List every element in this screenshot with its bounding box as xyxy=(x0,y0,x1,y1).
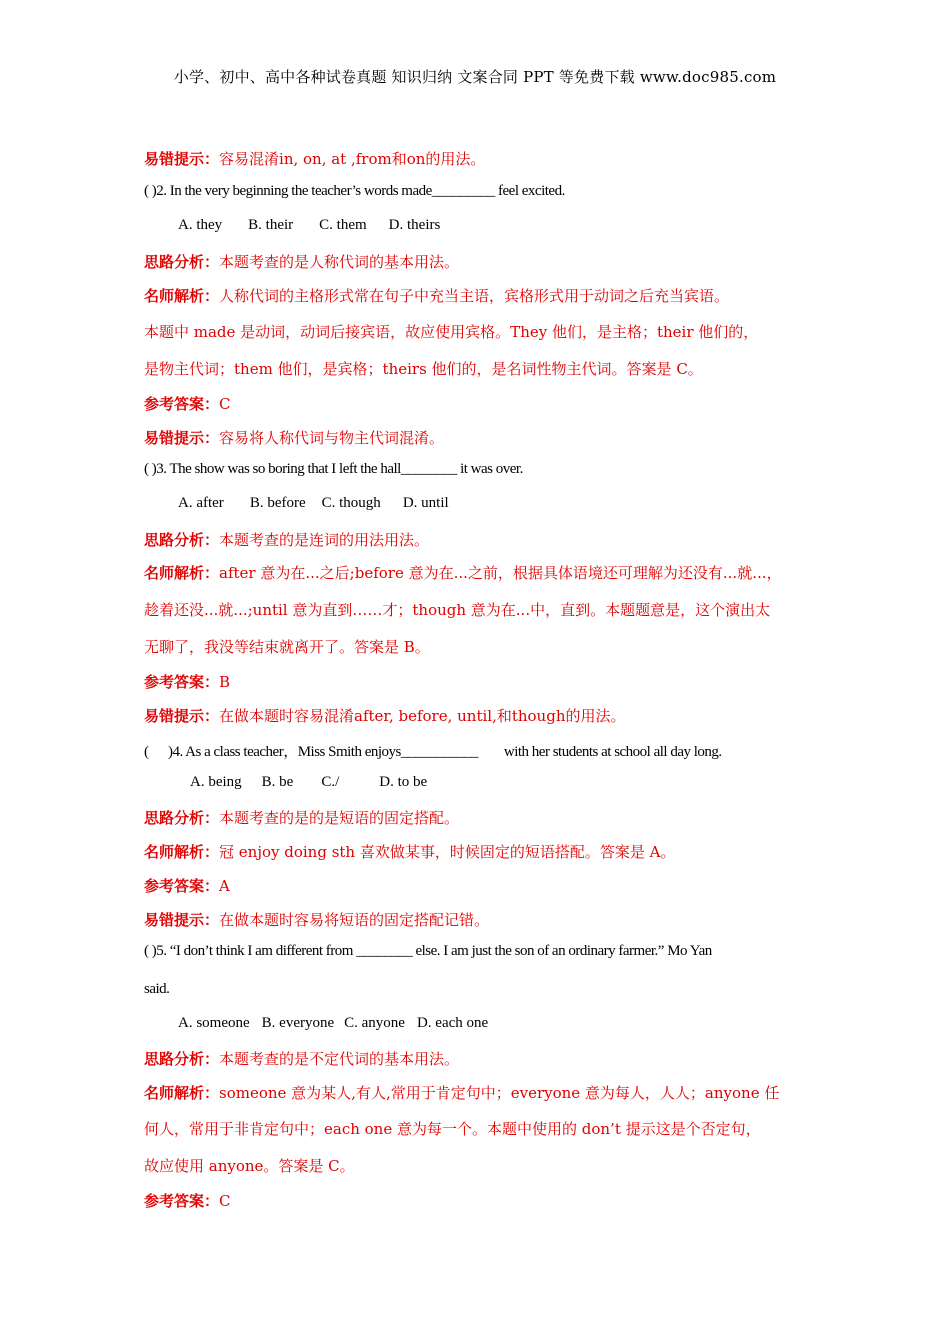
q4-explain-1: 冠 enjoy doing sth 喜欢做某事，时候固定的短语搭配。答案是 A。 xyxy=(219,843,676,861)
q3-answer: B xyxy=(219,673,231,691)
q5-explain-2: 何人，常用于非肯定句中；each one 意为每一个。本题中使用的 don’t 提示这是个否定句， xyxy=(144,1120,761,1138)
q3-tip: 在做本题时容易混淆after, before, until,和though的用法。 xyxy=(219,707,626,725)
q2-explain-2: 本题中 made 是动词，动词后接宾语，故应使用宾格。They 他们，是主格；their 他们的， xyxy=(144,323,759,341)
answer-label: 参考答案： xyxy=(144,1192,220,1210)
explain-label: 名师解析： xyxy=(144,1084,220,1102)
q2-explain-1: 人称代词的主格形式常在句子中充当主语，宾格形式用于动词之后充当宾语。 xyxy=(219,287,730,305)
q4-option-c: C./ xyxy=(321,774,340,790)
q4-tip: 在做本题时容易将短语的固定搭配记错。 xyxy=(219,911,490,929)
q2-tip: 容易将人称代词与物主代词混淆。 xyxy=(219,429,445,447)
q4-tip-line xyxy=(144,909,489,930)
q5-option-b: B. everyone xyxy=(261,1015,335,1031)
q3-option-b: B. before xyxy=(249,495,306,511)
q4-stem: ( )4. As a class teacher，Miss Smith enjoys___________ with her students at school all day long. xyxy=(144,744,722,760)
q3-analysis-line xyxy=(144,529,429,550)
q1-tip-line xyxy=(144,148,485,169)
q4-answer: A xyxy=(219,877,230,895)
q5-explain-1: someone 意为某人,有人,常用于肯定句中；everyone 意为每人，人人；anyone 任 xyxy=(219,1084,780,1102)
q5-answer-line xyxy=(144,1190,231,1211)
tip-label: 易错提示： xyxy=(144,429,220,447)
q5-explain-3: 故应使用 anyone。答案是 C。 xyxy=(144,1157,355,1175)
q3-option-a: A. after xyxy=(178,495,224,511)
analysis-label: 思路分析： xyxy=(144,253,220,271)
q4-options xyxy=(190,774,427,791)
q3-explain-2: 趁着还没...就...;until 意为直到……才；though 意为在...中，直到。本题题意是，这个演出太 xyxy=(144,601,771,619)
analysis-label: 思路分析： xyxy=(144,1050,220,1068)
q3-stem: ( )3. The show was so boring that I left the hall________ it was over. xyxy=(144,461,523,477)
q1-tip: 容易混淆in, on, at ,from和on的用法。 xyxy=(219,150,486,168)
q2-stem: ( )2. In the very beginning the teacher’s words made_________ feel excited. xyxy=(144,183,565,199)
q5-option-d: D. each one xyxy=(416,1015,489,1031)
q3-option-d: D. until xyxy=(402,495,449,511)
tip-label: 易错提示： xyxy=(144,911,220,929)
q3-options xyxy=(178,495,449,512)
q2-analysis: 本题考查的是人称代词的基本用法。 xyxy=(219,253,460,271)
q2-options xyxy=(178,217,440,234)
answer-label: 参考答案： xyxy=(144,395,220,413)
tip-label: 易错提示： xyxy=(144,150,220,168)
q5-answer: C xyxy=(219,1192,231,1210)
answer-label: 参考答案： xyxy=(144,877,220,895)
q3-explain-3: 无聊了，我没等结束就离开了。答案是 B。 xyxy=(144,638,430,656)
explain-label: 名师解析： xyxy=(144,843,220,861)
q2-tip-line xyxy=(144,427,444,448)
q5-analysis: 本题考查的是不定代词的基本用法。 xyxy=(219,1050,460,1068)
q3-explain-1: after 意为在...之后;before 意为在...之前，根据具体语境还可理解为还没有...就...， xyxy=(219,564,782,582)
q2-explain-line-1 xyxy=(144,285,729,306)
q2-explain-3: 是物主代词；them 他们，是宾格；theirs 他们的，是名词性物主代词。答案是 C。 xyxy=(144,360,703,378)
q2-option-b: B. their xyxy=(248,217,294,233)
explain-label: 名师解析： xyxy=(144,287,220,305)
q5-explain-line-1 xyxy=(144,1082,779,1103)
q3-option-c: C. though xyxy=(321,495,381,511)
q2-analysis-line xyxy=(144,251,459,272)
q4-option-a: A. being xyxy=(190,774,242,790)
q5-stem: ( )5. “I don’t think I am different from ________ else. I am just the son of an ordinary farmer.” Mo Yan xyxy=(144,943,712,959)
q4-analysis-line xyxy=(144,807,459,828)
q5-option-c: C. anyone xyxy=(344,1015,405,1031)
q3-analysis: 本题考查的是连词的用法用法。 xyxy=(219,531,430,549)
q3-answer-line xyxy=(144,671,230,692)
q2-option-c: C. them xyxy=(319,217,367,233)
tip-label: 易错提示： xyxy=(144,707,220,725)
q5-analysis-line xyxy=(144,1048,459,1069)
q5-option-a: A. someone xyxy=(178,1015,250,1031)
q2-option-d: D. theirs xyxy=(388,217,441,233)
q4-option-d: D. to be xyxy=(379,774,428,790)
q2-option-a: A. they xyxy=(178,217,223,233)
q2-answer-line xyxy=(144,393,231,414)
answer-label: 参考答案： xyxy=(144,673,220,691)
q2-answer: C xyxy=(219,395,231,413)
q5-options xyxy=(178,1015,488,1032)
q3-explain-line-1 xyxy=(144,562,782,583)
analysis-label: 思路分析： xyxy=(144,531,220,549)
q4-option-b: B. be xyxy=(261,774,294,790)
q4-explain-line-1 xyxy=(144,841,675,862)
q5-stem-2: said. xyxy=(144,981,170,997)
explain-label: 名师解析： xyxy=(144,564,220,582)
analysis-label: 思路分析： xyxy=(144,809,220,827)
q3-tip-line xyxy=(144,705,625,726)
q4-analysis: 本题考查的是的是短语的固定搭配。 xyxy=(219,809,460,827)
page-header: 小学、初中、高中各种试卷真题 知识归纳 文案合同 PPT 等免费下载 www.doc985.com xyxy=(173,68,777,86)
q4-answer-line xyxy=(144,875,230,896)
